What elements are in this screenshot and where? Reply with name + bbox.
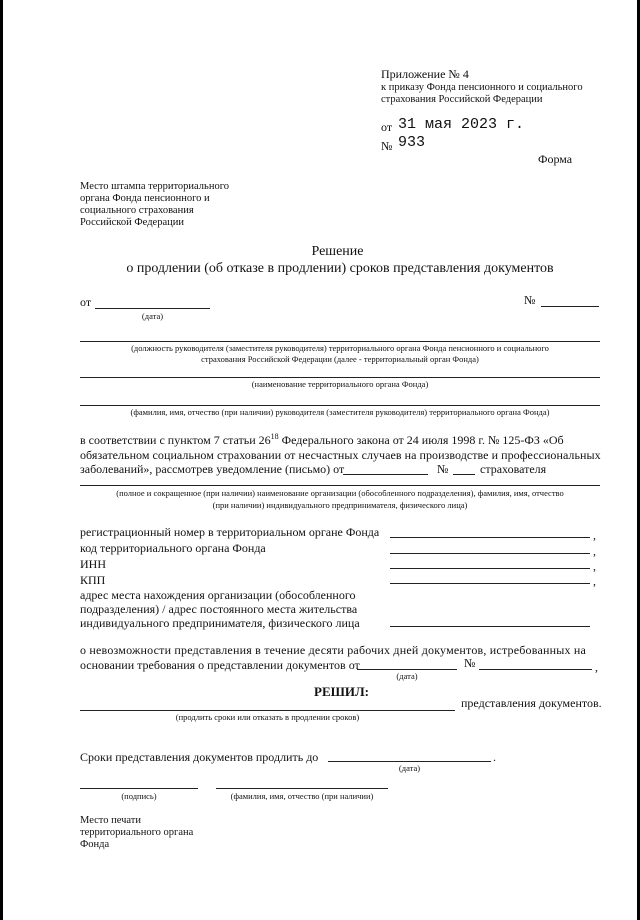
signature-field[interactable]	[80, 788, 198, 789]
decision-date-prefix: от	[80, 295, 92, 309]
para1-insurer-word: страхователя	[480, 462, 547, 476]
office-code-label: код территориального органа Фонда	[80, 541, 266, 555]
decision-date-caption: (дата)	[141, 311, 164, 321]
insurer-caption-2: (при наличии) индивидуального предпринимателя, физического лица)	[212, 500, 468, 510]
appendix-date-prefix: от	[381, 120, 393, 134]
address-label-3: индивидуального предпринимателя, физического лица	[80, 616, 360, 630]
para1-line-3-text: заболеваний», рассмотрев уведомление (письмо) от	[80, 462, 345, 476]
head-position-field[interactable]	[80, 341, 600, 342]
appendix-line-1: Приложение № 4	[381, 67, 469, 81]
kpp-field[interactable]	[390, 583, 590, 584]
reg-number-label: регистрационный номер в территориальном органе Фонда	[80, 525, 380, 539]
signer-name-field[interactable]	[216, 788, 388, 789]
office-code-comma: ,	[593, 544, 596, 558]
office-name-caption: (наименование территориального органа Фонда)	[251, 379, 429, 389]
inn-comma: ,	[593, 559, 596, 573]
requirement-date-field[interactable]	[357, 669, 457, 670]
notice-number-field[interactable]	[453, 474, 475, 475]
requirement-number-field[interactable]	[479, 669, 592, 670]
seal-place-line-2: территориального органа	[80, 827, 194, 838]
appendix-line-2: к приказу Фонда пенсионного и социального	[381, 82, 583, 93]
address-label-2: подразделения) / адрес постоянного места жительства	[80, 602, 358, 616]
para1-line-2: обязательном социальном страховании от несчастных случаев на производстве и профессиональных	[80, 448, 601, 462]
signature-caption: (подпись)	[121, 791, 157, 801]
stamp-place-line-1: Место штампа территориального	[80, 181, 229, 192]
extend-dot: .	[493, 750, 496, 764]
inn-field[interactable]	[390, 568, 590, 569]
para1-line-1	[80, 433, 600, 447]
address-field[interactable]	[390, 626, 590, 627]
seal-place-line-1: Место печати	[80, 815, 142, 826]
insurer-name-field[interactable]	[80, 485, 600, 486]
appendix-date-value: 31 мая 2023 г.	[398, 116, 525, 133]
extend-date-field[interactable]	[328, 761, 491, 762]
decided-tail: представления документов.	[461, 696, 602, 710]
decision-number-prefix: №	[524, 293, 536, 307]
para1-line-1-pre: в соответствии с пунктом 7 статьи 26	[80, 433, 271, 447]
office-code-field[interactable]	[390, 553, 590, 554]
doc-title: Решение	[311, 244, 364, 259]
decision-number-field[interactable]	[541, 306, 599, 307]
decision-date-field[interactable]	[95, 308, 210, 309]
stamp-place-line-2: органа Фонда пенсионного и	[80, 193, 210, 204]
extend-text: Сроки представления документов продлить до	[80, 750, 319, 764]
address-label-1: адрес места нахождения организации (обособленного	[80, 588, 356, 602]
para2-line-2-text: основании требования о представлении документов от	[80, 658, 360, 672]
extend-date-caption: (дата)	[398, 763, 421, 773]
para1-superscript: 18	[270, 432, 279, 441]
decision-field[interactable]	[80, 710, 455, 711]
head-position-caption-1: (должность руководителя (заместителя руководителя) территориального органа Фонда пенсионного и социального	[131, 343, 549, 353]
stamp-place-line-4: Российской Федерации	[80, 217, 184, 228]
decided-label: РЕШИЛ:	[314, 684, 370, 699]
stamp-place-line-3: социального страхования	[80, 205, 194, 216]
kpp-comma: ,	[593, 574, 596, 588]
notice-date-field[interactable]	[343, 474, 428, 475]
reg-number-field[interactable]	[390, 537, 590, 538]
inn-label: ИНН	[80, 557, 106, 571]
doc-subtitle: о продлении (об отказе в продлении) сроков представления документов	[126, 261, 554, 276]
kpp-label: КПП	[80, 573, 106, 587]
appendix-num-prefix: №	[381, 139, 393, 153]
office-name-field[interactable]	[80, 377, 600, 378]
para1-line-1-post: Федерального закона от 24 июля 1998 г. № 125-ФЗ «Об	[278, 433, 564, 447]
form-label: Форма	[538, 152, 573, 166]
decision-caption: (продлить сроки или отказать в продлении сроков)	[175, 712, 360, 722]
head-name-field[interactable]	[80, 405, 600, 406]
appendix-num-value: 933	[398, 134, 426, 151]
seal-place-line-3: Фонда	[80, 839, 110, 850]
requirement-comma: ,	[595, 660, 598, 674]
signer-name-caption: (фамилия, имя, отчество (при наличии)	[230, 791, 374, 801]
requirement-date-caption: (дата)	[396, 671, 418, 681]
scan-edge-left	[0, 0, 3, 920]
head-position-caption-2: страхования Российской Федерации (далее - территориальный орган Фонда)	[201, 354, 479, 364]
notice-number-prefix: №	[437, 462, 449, 476]
para2-line-1: о невозможности представления в течение десяти рабочих дней документов, истребованных на	[80, 643, 587, 657]
requirement-number-prefix: №	[464, 656, 476, 670]
insurer-caption-1: (полное и сокращенное (при наличии) наименование организации (обособленного подразделения), фамилия, имя, отчество	[116, 488, 564, 498]
reg-number-comma: ,	[593, 528, 596, 542]
appendix-line-3: страхования Российской Федерации	[381, 94, 543, 105]
head-name-caption: (фамилия, имя, отчество (при наличии) руководителя (заместителя руководителя) территориального органа Фонда)	[130, 407, 550, 417]
